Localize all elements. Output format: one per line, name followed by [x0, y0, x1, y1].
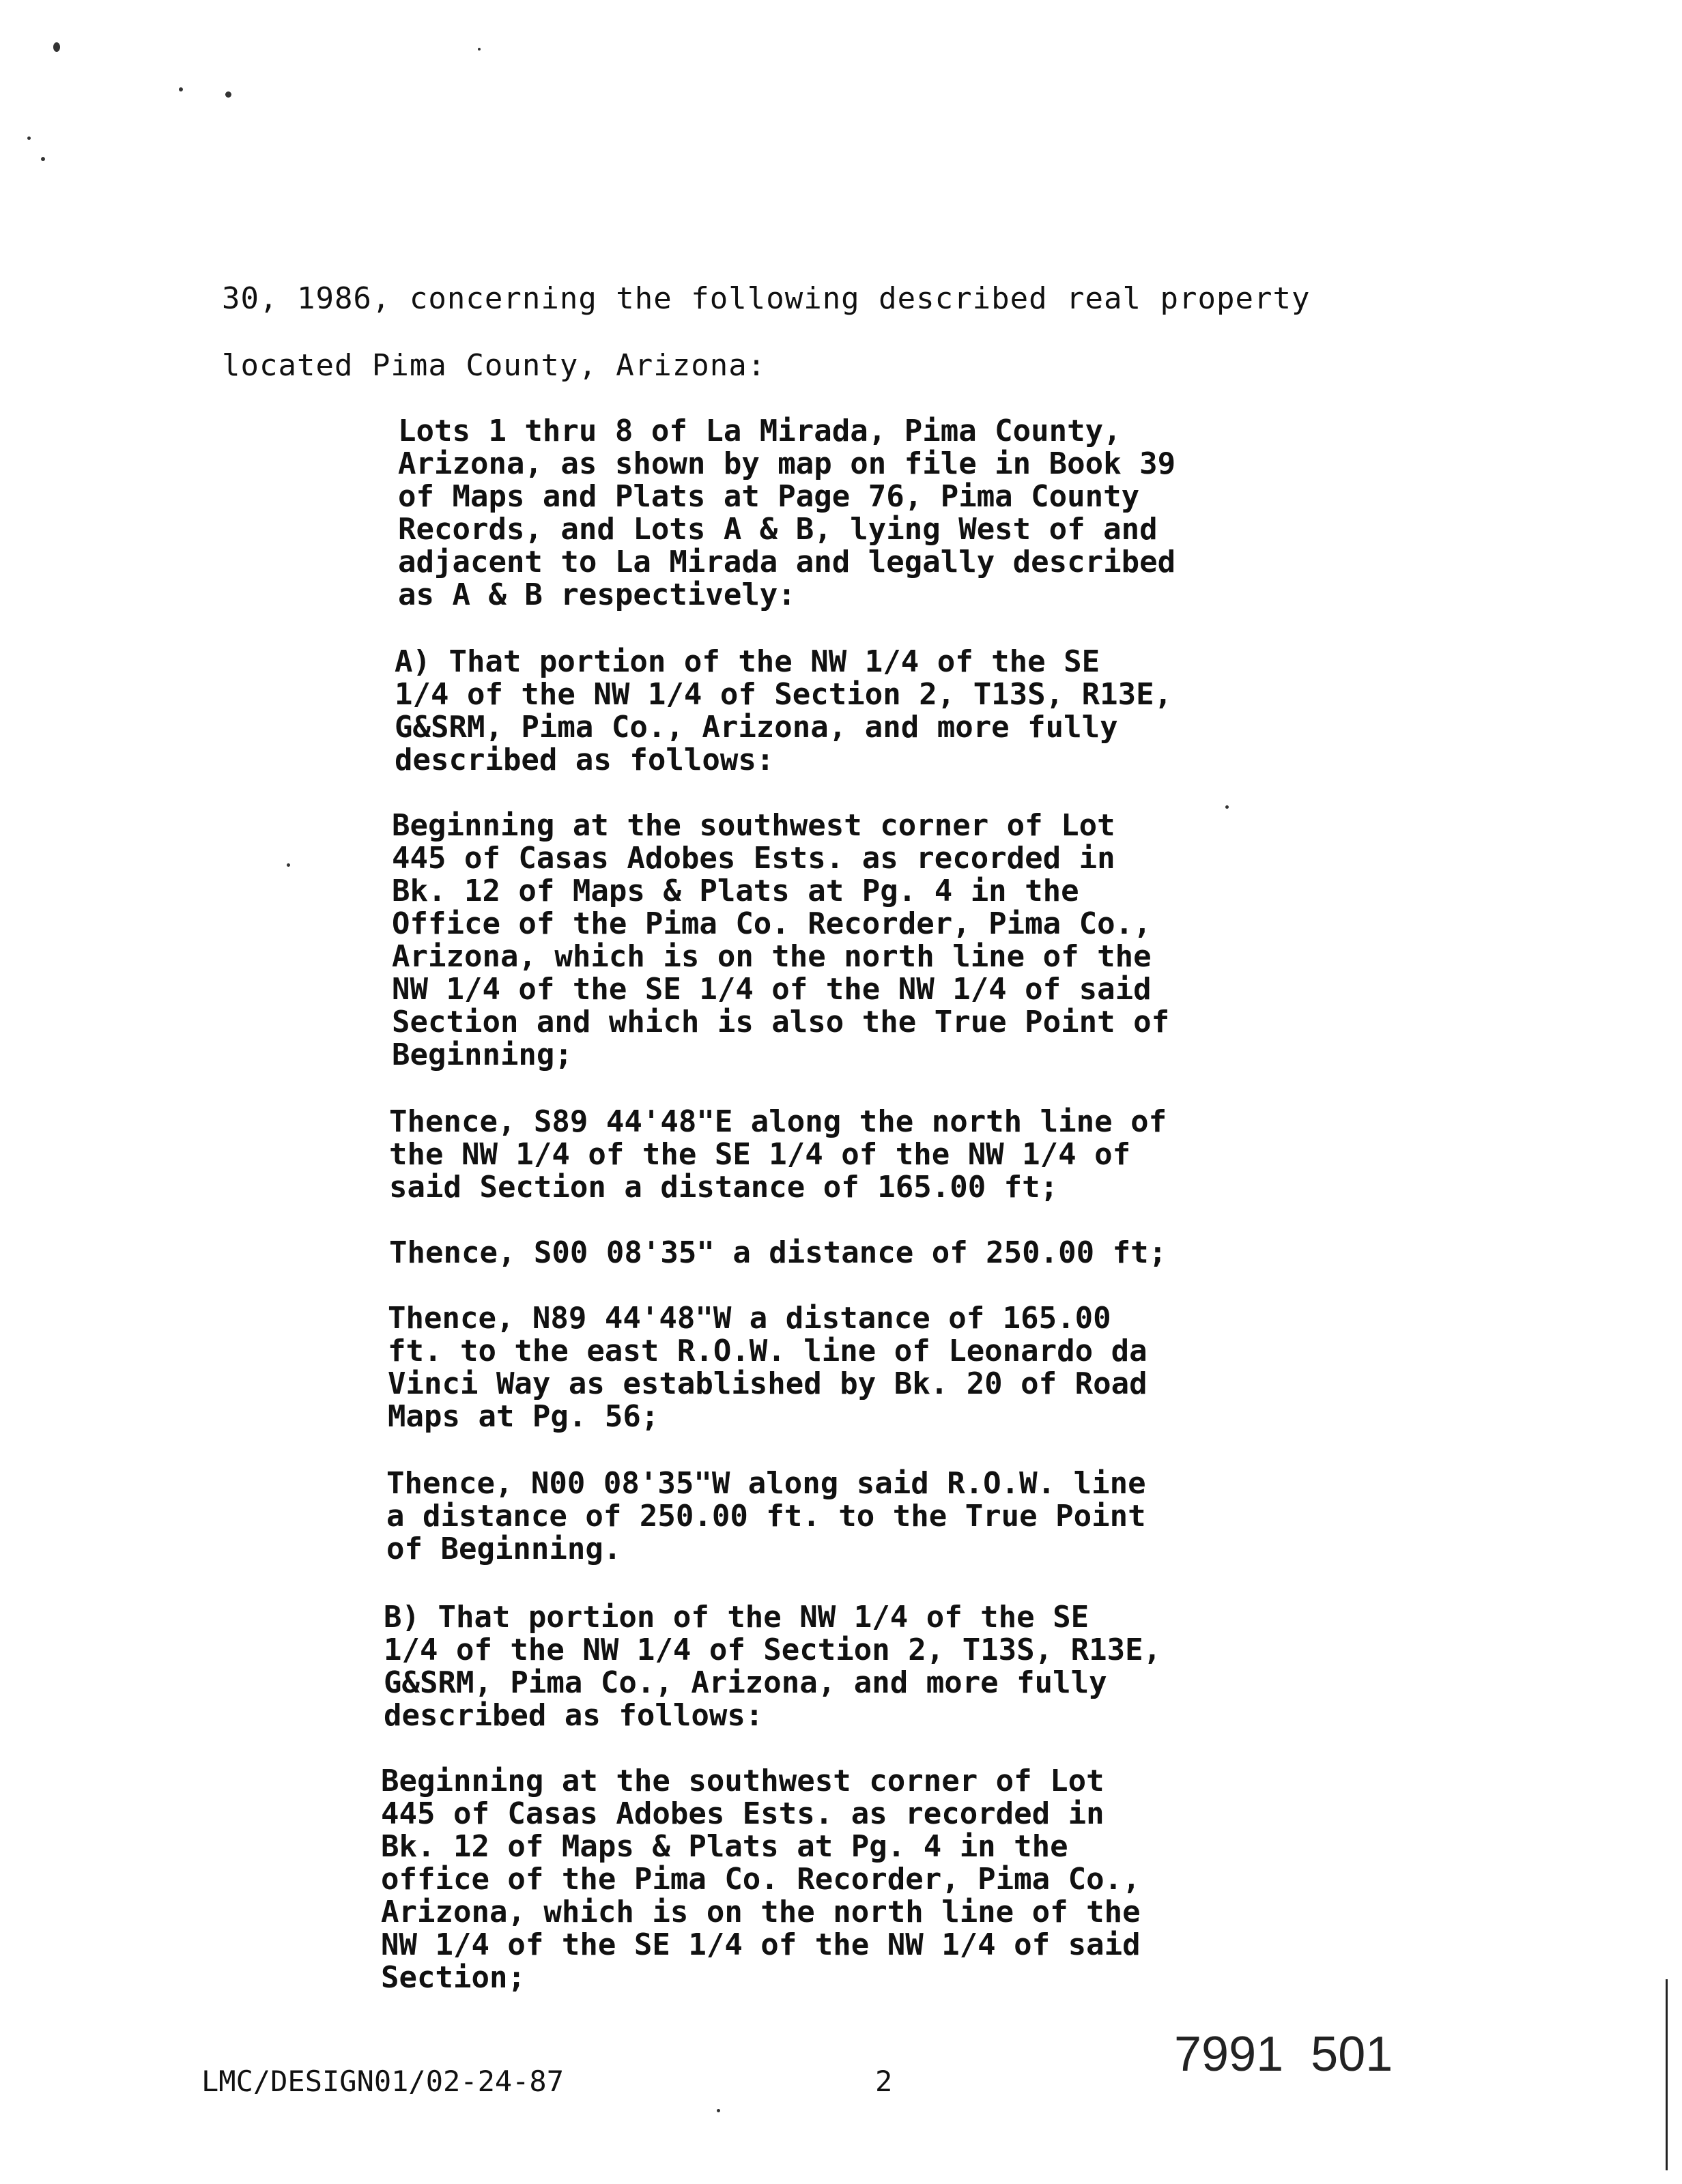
- parcel-b-beginning-paragraph: Beginning at the southwest corner of Lot 445 of Casas Adobes Ests. as recorded in Bk. 12 of Maps & Plats at Pg. 4 in the office of the Pima Co. Recorder, Pima Co., Arizona, which is on the north line of the NW 1/4 of the SE 1/4 of the NW 1/4 of said Section;: [381, 1764, 1141, 1995]
- parcel-a-beginning-paragraph: Beginning at the southwest corner of Lot 445 of Casas Adobes Ests. as recorded in Bk. 12 of Maps & Plats at Pg. 4 in the Office of the Pima Co. Recorder, Pima Co., Arizona, which is on the north line of the NW 1/4 of the SE 1/4 of the NW 1/4 of said Section and which is also the True Point of Beginning;: [392, 808, 1170, 1072]
- lots-description-paragraph: Lots 1 thru 8 of La Mirada, Pima County, Arizona, as shown by map on file in Book 39 of Maps and Plats at Page 76, Pima County Records, and Lots A & B, lying West of and adjacent to La Mirada and legally described as A & B respectively:: [398, 414, 1176, 612]
- parcel-a-thence-3: Thence, N89 44'48"W a distance of 165.00 ft. to the east R.O.W. line of Leonardo da Vinci Way as established by Bk. 20 of Road Maps at Pg. 56;: [388, 1301, 1148, 1434]
- intro-line-2: located Pima County, Arizona:: [222, 348, 767, 383]
- page-number: 2: [875, 2065, 893, 2098]
- intro-line-1: 30, 1986, concerning the following described real property: [222, 281, 1311, 316]
- scan-edge-line: [1666, 1979, 1668, 2170]
- parcel-a-thence-1: Thence, S89 44'48"E along the north line of the NW 1/4 of the SE 1/4 of the NW 1/4 of said Section a distance of 165.00 ft;: [389, 1104, 1167, 1205]
- parcel-b-heading-paragraph: B) That portion of the NW 1/4 of the SE 1/4 of the NW 1/4 of Section 2, T13S, R13E, G&SRM, Pima Co., Arizona, and more fully described as follows:: [384, 1600, 1162, 1733]
- document-code: LMC/DESIGN01/02-24-87: [201, 2065, 565, 2098]
- parcel-a-heading-paragraph: A) That portion of the NW 1/4 of the SE 1/4 of the NW 1/4 of Section 2, T13S, R13E, G&SRM, Pima Co., Arizona, and more fully described as follows:: [395, 644, 1173, 777]
- parcel-a-thence-2: Thence, S00 08'35" a distance of 250.00 ft;: [389, 1235, 1167, 1270]
- recording-stamp-number: 7991 501: [1174, 2027, 1393, 2082]
- parcel-a-thence-4: Thence, N00 08'35"W along said R.O.W. line a distance of 250.00 ft. to the True Point of Beginning.: [386, 1466, 1146, 1566]
